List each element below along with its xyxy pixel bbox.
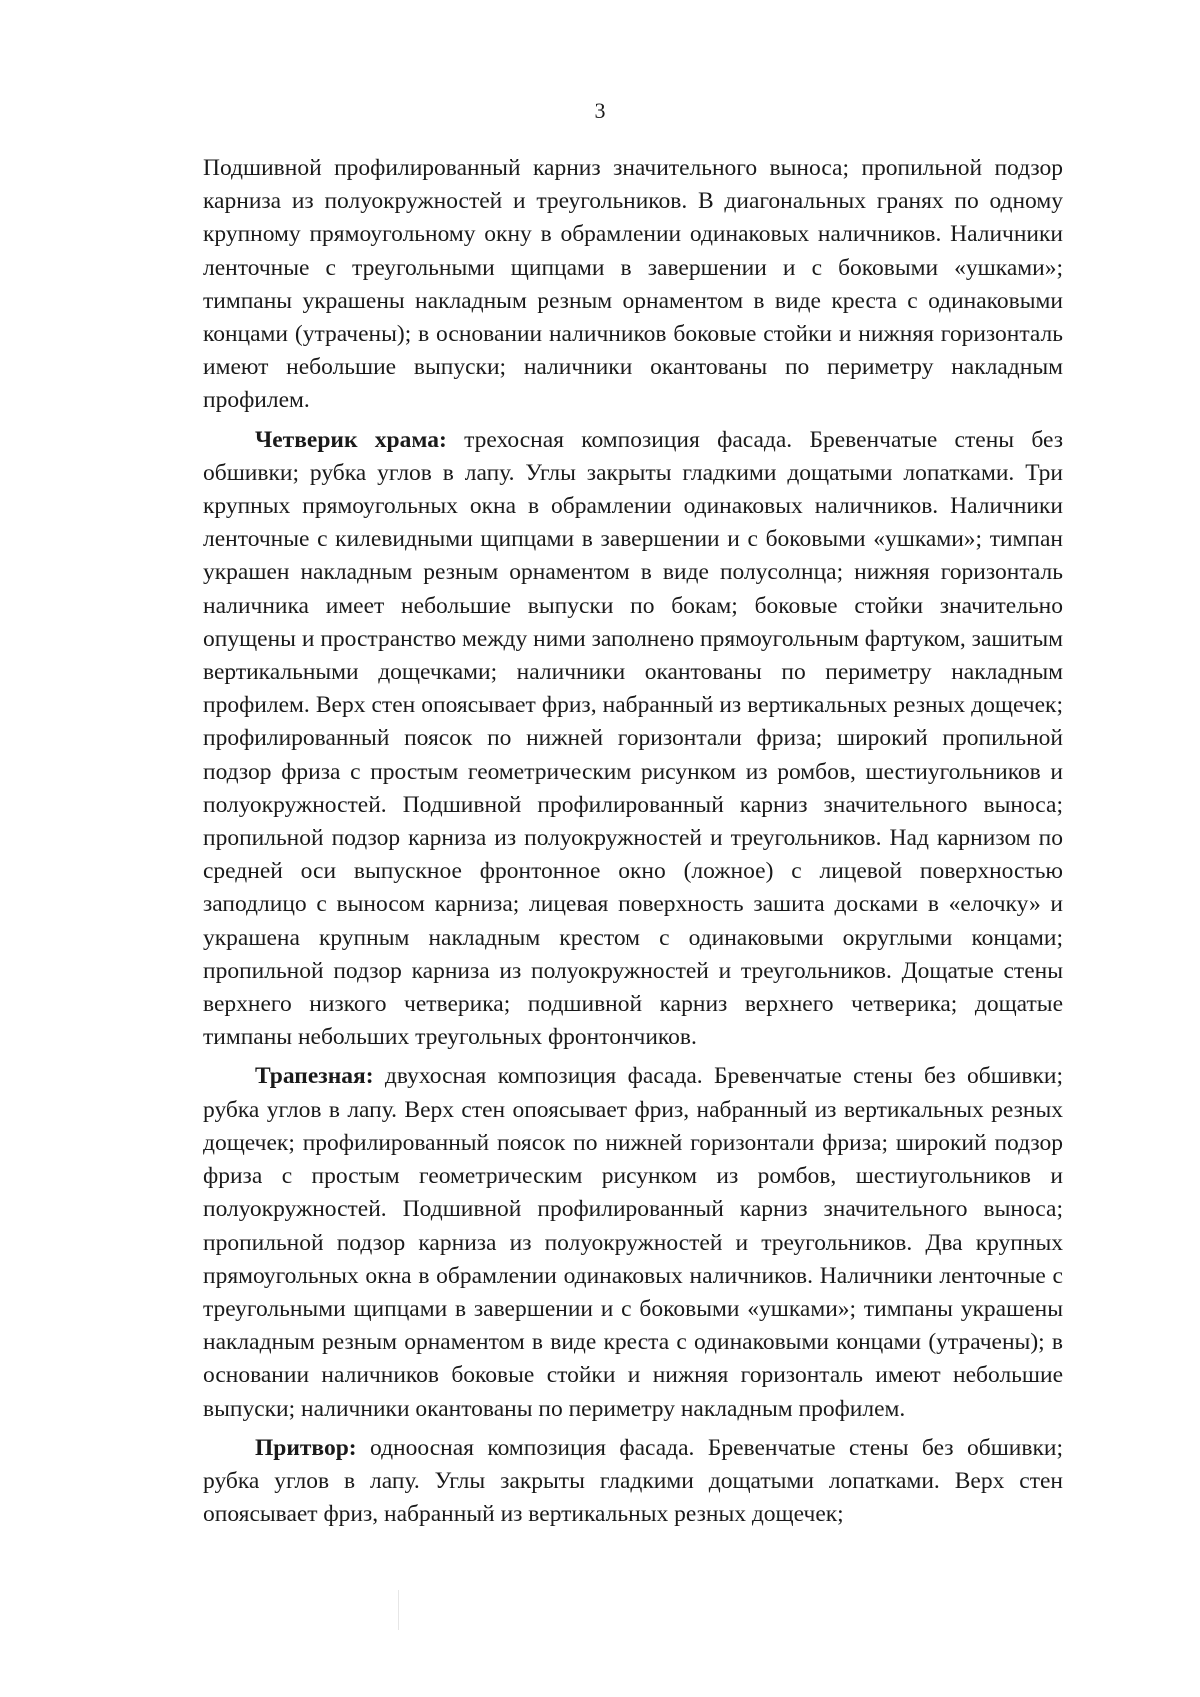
paragraph-text: двухосная композиция фасада. Бревенчатые стены без обшивки; рубка углов в лапу. Верх стен опоясывает фриз, набранный из вертикальных резных дощечек; профилированный поясок по нижней горизонтали фриза; широкий подзор фриза с простым геометрическим рисунком из ромбов, шестиугольников и полуокружностей. Подшивной профилированный карниз значительного выноса; пропильной подзор карниза из полуокружностей и треугольников. Два крупных прямоугольных окна в обрамлении одинаковых наличников. Наличники ленточные с треугольными щипцами в завершении и с боковыми «ушками»; тимпаны украшены накладным резным орнаментом в виде креста с одинаковыми концами (утрачены); в основании наличников боковые стойки и нижняя горизонталь имеют небольшие выпуски; наличники окантованы по периметру накладным профилем. bbox=[203, 1063, 1063, 1422]
paragraph-heading: Трапезная: bbox=[255, 1063, 374, 1090]
document-body bbox=[203, 152, 1063, 1537]
scan-artifact bbox=[398, 1590, 399, 1630]
paragraph-trapeznaya bbox=[203, 1060, 1063, 1425]
paragraph-continuation bbox=[203, 152, 1063, 418]
paragraph-heading: Притвор: bbox=[255, 1434, 357, 1461]
paragraph-pritvor bbox=[203, 1432, 1063, 1532]
paragraph-text: трехосная композиция фасада. Бревенчатые стены без обшивки; рубка углов в лапу. Углы закрыты гладкими дощатыми лопатками. Три крупных прямоугольных окна в обрамлении одинаковых наличников. Наличники ленточные с килевидными щипцами в завершении и с боковыми «ушками»; тимпан украшен накладным резным орнаментом в виде полусолнца; нижняя горизонталь наличника имеет небольшие выпуски по бокам; боковые стойки значительно опущены и пространство между ними заполнено прямоугольным фартуком, зашитым вертикальными дощечками; наличники окантованы по периметру накладным профилем. Верх стен опоясывает фриз, набранный из вертикальных резных дощечек; профилированный поясок по нижней горизонтали фриза; широкий пропильной подзор фриза с простым геометрическим рисунком из ромбов, шестиугольников и полуокружностей. Подшивной профилированный карниз значительного выноса; пропильной подзор карниза из полуокружностей и треугольников. Над карнизом по средней оси выпускное фронтонное окно (ложное) с лицевой поверхностью заподлицо с выносом карниза; лицевая поверхность зашита досками в «елочку» и украшена крупным накладным крестом с одинаковыми округлыми концами; пропильной подзор карниза из полуокружностей и треугольников. Дощатые стены верхнего низкого четверика; подшивной карниз верхнего четверика; дощатые тимпаны небольших треугольных фронтончиков. bbox=[203, 426, 1064, 1051]
paragraph-chetverik bbox=[203, 424, 1063, 1055]
paragraph-text: одноосная композиция фасада. Бревенчатые стены без обшивки; рубка углов в лапу. Углы закрыты гладкими дощатыми лопатками. Верх стен опоясывает фриз, набранный из вертикальных резных дощечек; bbox=[203, 1434, 1063, 1528]
paragraph-heading: Четверик храма: bbox=[255, 426, 447, 453]
paragraph-text: Подшивной профилированный карниз значительного выноса; пропильной подзор карниза из полуокружностей и треугольников. В диагональных гранях по одному крупному прямоугольному окну в обрамлении одинаковых наличников. Наличники ленточные с треугольными щипцами в завершении и с боковыми «ушками»; тимпаны украшены накладным резным орнаментом в виде креста с одинаковыми концами (утрачены); в основании наличников боковые стойки и нижняя горизонталь имеют небольшие выпуски; наличники окантованы по периметру накладным профилем. bbox=[203, 155, 1063, 414]
page-number: 3 bbox=[594, 98, 606, 123]
